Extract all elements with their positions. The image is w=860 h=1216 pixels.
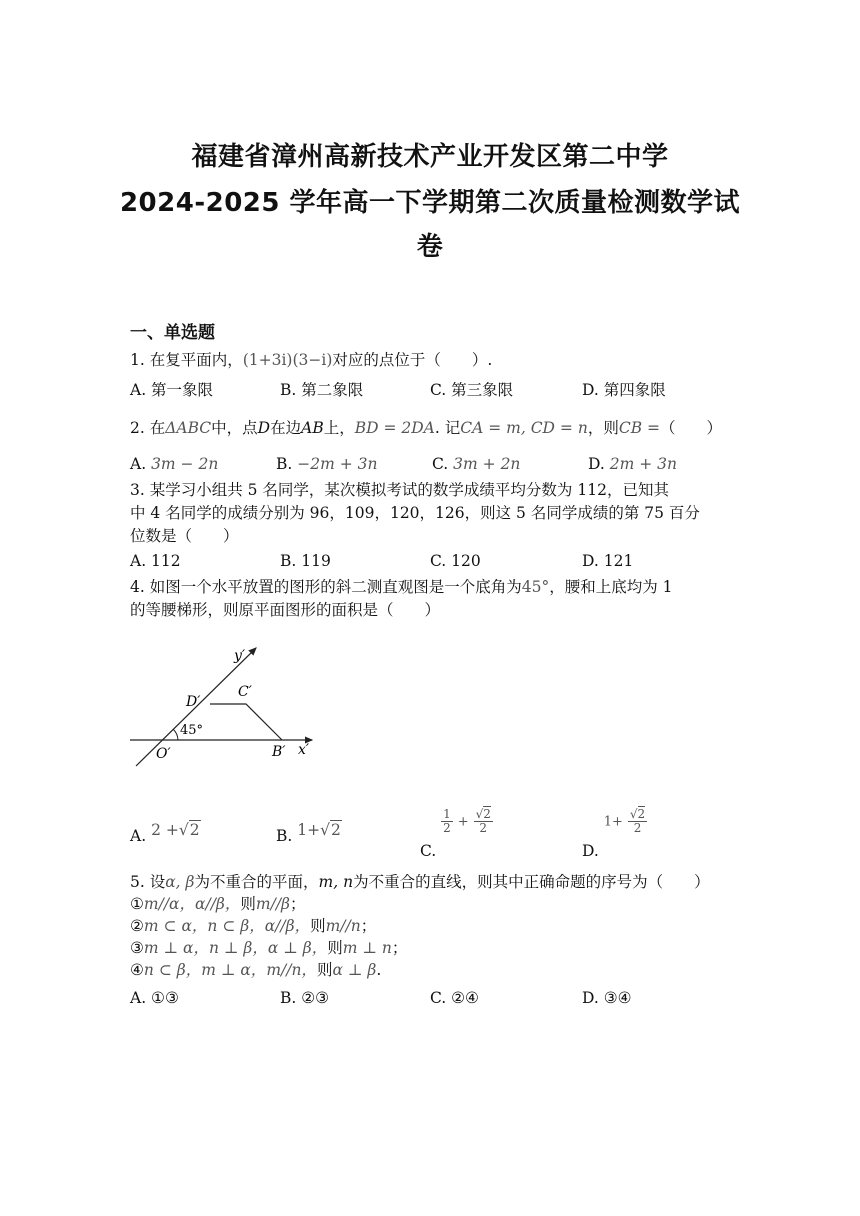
q5-statement-4	[130, 960, 381, 980]
question-3-line-3: 位数是（ ）	[130, 527, 239, 545]
q4-option-b	[276, 821, 342, 846]
q5-s3-e: m ⊥ n	[342, 939, 392, 957]
q5-s4-number: ④	[130, 961, 144, 979]
q4-d-int: 1+	[603, 814, 623, 830]
q2-text-2: 中，点	[211, 419, 258, 437]
q5-s3-c: α ⊥ β，	[267, 939, 328, 957]
q1-expression: (1+3i)(3−i)	[242, 351, 333, 369]
section-heading: 一、单选题	[130, 323, 215, 343]
y-axis-label: y′	[234, 648, 246, 664]
q4-option-c-frac-2: $\frac{√2}{2}$	[475, 807, 491, 835]
q4-c-num-2: 2	[483, 807, 491, 821]
q5-s2-b: n ⊂ β，	[207, 917, 265, 935]
q2-option-d	[588, 454, 677, 474]
q2-vectors: CA = m, CD = n	[460, 419, 588, 437]
q4-d-den: 2	[633, 821, 642, 835]
q5-s1-then: 则	[240, 895, 256, 913]
q5-s3-b: n ⊥ β，	[209, 939, 268, 957]
q5-s2-number: ②	[130, 917, 144, 935]
q4-option-d-frac: $\frac{√2}{2}$	[629, 807, 646, 835]
q4-option-d	[582, 807, 647, 860]
q5-s3-then: 则	[327, 939, 343, 957]
q3-option-c: C. 120	[430, 552, 481, 570]
q5-s1-b: α//β，	[195, 895, 241, 913]
angle-label: 45°	[180, 723, 204, 738]
q5-statement-3	[130, 938, 407, 958]
q5-option-b: B. ②③	[280, 989, 330, 1007]
q1-option-a: A. 第一象限	[130, 381, 214, 399]
question-4-line-1	[130, 577, 673, 597]
q5-s3-number: ③	[130, 939, 144, 957]
q5-s3-end: ；	[391, 939, 408, 957]
q5-s1-d: m//β	[255, 895, 291, 913]
q1-option-b: B. 第二象限	[280, 381, 364, 399]
x-axis-label: x′	[298, 742, 310, 758]
question-3-line-2: 中 4 名同学的成绩分别为 96，109，120，126，则这 5 名同学成绩的第 75 百分	[130, 504, 700, 522]
q5-s2-a: m ⊂ α，	[143, 917, 208, 935]
q5-s2-then: 则	[310, 917, 326, 935]
q5-s2-c: α//β，	[264, 917, 311, 935]
q5-option-c: C. ②④	[430, 989, 479, 1007]
question-3-line-1: 3. 某学习小组共 5 名同学，某次模拟考试的数学成绩平均分数为 112，已知其	[130, 481, 669, 499]
q4-option-d-label: D.	[582, 841, 599, 860]
question-1-stem	[130, 350, 492, 370]
q3-option-a: A. 112	[130, 552, 181, 570]
q5-planes: α, β	[165, 873, 195, 891]
q2-condition: BD = 2DA	[354, 419, 435, 437]
q5-s4-end: .	[376, 961, 382, 979]
q2-point-d: D	[257, 419, 271, 437]
q2-option-c-expr: 3m + 2n	[453, 455, 521, 473]
q5-text-3: 为不重合的直线，则其中正确命题的序号为（ ）	[353, 873, 710, 891]
q4-text-b: ，腰和上底均为 1	[549, 578, 673, 596]
q2-text-5: . 记	[434, 419, 461, 437]
q5-s2-end: ；	[360, 917, 377, 935]
question-4-line-2: 的等腰梯形，则原平面图形的面积是（ ）	[130, 601, 441, 619]
q4-option-c	[420, 807, 493, 860]
q2-target-vector: CB =	[618, 419, 660, 437]
q2-option-c	[432, 454, 520, 474]
q5-s4-b: m ⊥ α，	[201, 961, 267, 979]
trapezoid-edges	[210, 704, 282, 740]
point-d-label: D′	[186, 694, 201, 710]
q2-text-1: 2. 在	[130, 419, 166, 437]
q5-s4-a: n ⊂ β，	[143, 961, 202, 979]
point-o-label: O′	[156, 746, 171, 762]
q5-statement-1	[130, 894, 306, 914]
doc-title-line-1: 福建省漳州高新技术产业开发区第二中学	[191, 142, 669, 172]
q4-c-den-1: 2	[443, 821, 451, 835]
q4-c-den-2: 2	[479, 821, 488, 835]
question-5-stem	[130, 872, 710, 892]
q2-option-d-label: D.	[588, 455, 605, 473]
q2-triangle: ΔABC	[165, 419, 212, 437]
q5-option-d: D. ③④	[582, 989, 632, 1007]
q5-s4-c: m//n，	[266, 961, 317, 979]
q4-option-a-int: 2 +	[151, 821, 179, 839]
q5-s1-number: ①	[130, 895, 144, 913]
q5-s1-a: m//α，	[143, 895, 196, 913]
q2-text-3: 在边	[270, 419, 302, 437]
q4-option-b-radicand: 2	[331, 821, 341, 839]
q5-text-2: 为不重合的平面，	[194, 873, 319, 891]
q4-text-a: 4. 如图一个水平放置的图形的斜二测直观图是一个底角为	[130, 578, 522, 596]
q2-text-6: ，则	[587, 419, 619, 437]
q5-option-a: A. ①③	[130, 989, 179, 1007]
q3-option-d: D. 121	[582, 552, 634, 570]
trapezoid-figure	[126, 640, 326, 770]
q4-option-a-label: A.	[130, 827, 147, 845]
q4-c-plus: +	[457, 814, 469, 830]
doc-title-line-2: 2024-2025 学年高一下学期第二次质量检测数学试	[119, 188, 741, 218]
q5-text-1: 5. 设	[130, 873, 166, 891]
q2-text-4: 上，	[323, 419, 355, 437]
q4-option-b-expr: 1+√2	[297, 821, 341, 839]
q4-option-a	[130, 821, 201, 846]
q4-c-num-1: 1	[443, 807, 451, 821]
angle-arc	[173, 729, 178, 740]
q5-s4-e: α ⊥ β	[332, 961, 377, 979]
q3-option-b: B. 119	[280, 552, 331, 570]
q2-option-b	[276, 454, 378, 474]
q1-text-post: 对应的点位于（ ）.	[332, 351, 493, 369]
q4-option-a-expr: 2 +√2	[151, 821, 200, 839]
q4-angle: 45°	[521, 578, 550, 596]
q1-option-c: C. 第三象限	[430, 381, 514, 399]
doc-title-line-3: 卷	[416, 232, 444, 262]
q4-option-a-radicand: 2	[189, 821, 200, 839]
q5-s4-then: 则	[316, 961, 333, 979]
q5-s1-end: ；	[290, 895, 306, 913]
q4-d-num: 2	[637, 807, 646, 821]
point-c-label: C′	[238, 684, 252, 700]
q2-option-a	[130, 454, 218, 474]
q2-option-c-label: C.	[432, 455, 449, 473]
q2-text-7: （ ）	[660, 419, 723, 437]
q4-option-b-int: 1+	[297, 821, 321, 839]
q5-lines: m, n	[318, 873, 354, 891]
q2-option-a-expr: 3m − 2n	[151, 455, 219, 473]
q4-option-b-label: B.	[276, 827, 293, 845]
q1-option-d: D. 第四象限	[582, 381, 666, 399]
q5-s2-e: m//n	[325, 917, 361, 935]
q5-s3-a: m ⊥ α，	[143, 939, 210, 957]
q1-text-pre: 1. 在复平面内，	[130, 351, 243, 369]
q2-option-d-expr: 2m + 3n	[609, 455, 677, 473]
point-b-label: B′	[272, 744, 286, 760]
q2-side-ab: AB	[301, 419, 324, 437]
q2-option-b-expr: −2m + 3n	[297, 455, 378, 473]
q4-option-c-frac-1	[441, 808, 453, 835]
q5-statement-2	[130, 916, 376, 936]
q2-option-a-label: A.	[130, 455, 147, 473]
q2-option-b-label: B.	[276, 455, 293, 473]
question-2-stem	[130, 418, 722, 438]
q4-option-c-label: C.	[420, 841, 437, 860]
